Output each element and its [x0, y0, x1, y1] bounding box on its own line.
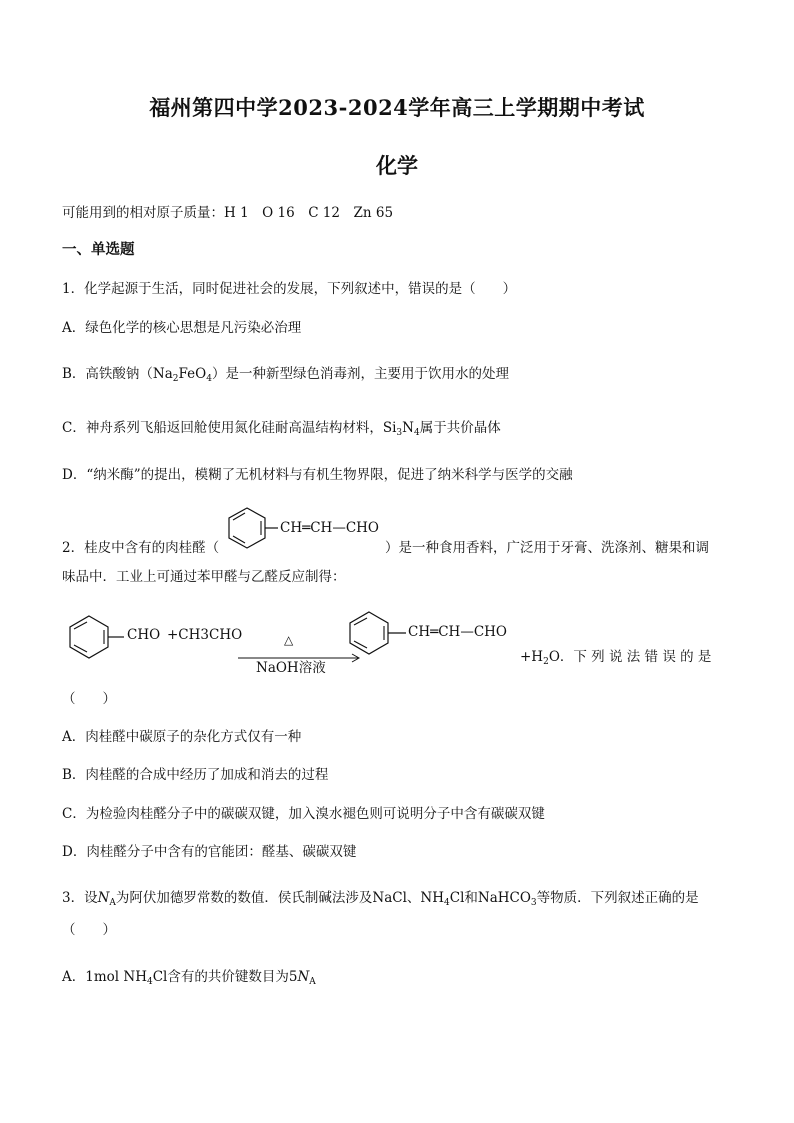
- benzene-ring-icon: [346, 608, 416, 656]
- q2-stem-tail: $+H_2O$．下 列 说 法 错 误 的 是: [520, 649, 712, 667]
- condition-naoh: NaOH溶液: [256, 660, 326, 676]
- q1-option-c: C．神舟系列飞船返回舱使用氮化硅耐高温结构材料，$Si_3N_4$属于共价晶体: [62, 420, 501, 438]
- q2-stem-line2: 味品中．工业上可通过苯甲醛与乙醛反应制得：: [62, 569, 346, 585]
- q2-option-a: A．肉桂醛中碳原子的杂化方式仅有一种: [62, 729, 302, 745]
- q1-stem: 1．化学起源于生活，同时促进社会的发展，下列叙述中，错误的是（ ）: [62, 281, 517, 297]
- q2-stem-pre: 2．桂皮中含有的肉桂醛（: [62, 540, 220, 556]
- q2-stem-post: ）是一种食用香料，广泛用于牙膏、洗涤剂、糖果和调: [385, 540, 709, 556]
- condition-heat: △: [284, 633, 294, 647]
- q2-option-b: B．肉桂醛的合成中经历了加成和消去的过程: [62, 767, 329, 783]
- section-heading-single-choice: 一、单选题: [62, 241, 135, 258]
- cinnamaldehyde-chain-inline: CH═CH—CHO: [280, 520, 380, 536]
- q3-stem: 3．设$N_A$为阿伏加德罗常数的数值．侯氏制碱法涉及NaCl、$NH_4Cl$和NaHCO$_3$等物质．下列叙述正确的是: [62, 890, 699, 908]
- q1-option-b: B．高铁酸钠$(Na_2FeO_4)$是一种新型绿色消毒剂，主要用于饮用水的处理: [62, 366, 509, 384]
- q1-option-a: A．绿色化学的核心思想是凡污染必治理: [62, 320, 302, 336]
- q2-option-c: C．为检验肉桂醛分子中的碳碳双键，加入溴水褪色则可说明分子中含有碳碳双键: [62, 806, 545, 822]
- cinnamaldehyde-product-structure: [346, 608, 416, 660]
- product-chain: CH═CH—CHO: [408, 624, 508, 640]
- benzaldehyde-cho-group: CHO: [127, 627, 161, 643]
- q2-answer-paren: （ ）: [62, 691, 116, 707]
- q3-answer-paren: （ ）: [62, 922, 116, 938]
- q3-option-a: A．1mol $NH_4Cl$含有的共价键数目为$5N_A$: [62, 969, 316, 987]
- benzaldehyde-structure: [66, 612, 136, 664]
- subject-title: 化学: [376, 153, 418, 178]
- exam-title: 福州第四中学2023-2024学年高三上学期期中考试: [149, 95, 645, 120]
- acetaldehyde-reagent: +CH3CHO: [167, 627, 243, 643]
- q1-option-d: D．“纳米酶”的提出，模糊了无机材料与有机生物界限，促进了纳米科学与医学的交融: [62, 467, 573, 483]
- benzene-ring-icon: [66, 612, 136, 660]
- atomic-masses-note: 可能用到的相对原子质量：H 1 O 16 C 12 Zn 65: [62, 205, 394, 221]
- q2-option-d: D．肉桂醛分子中含有的官能团：醛基、碳碳双键: [62, 844, 357, 860]
